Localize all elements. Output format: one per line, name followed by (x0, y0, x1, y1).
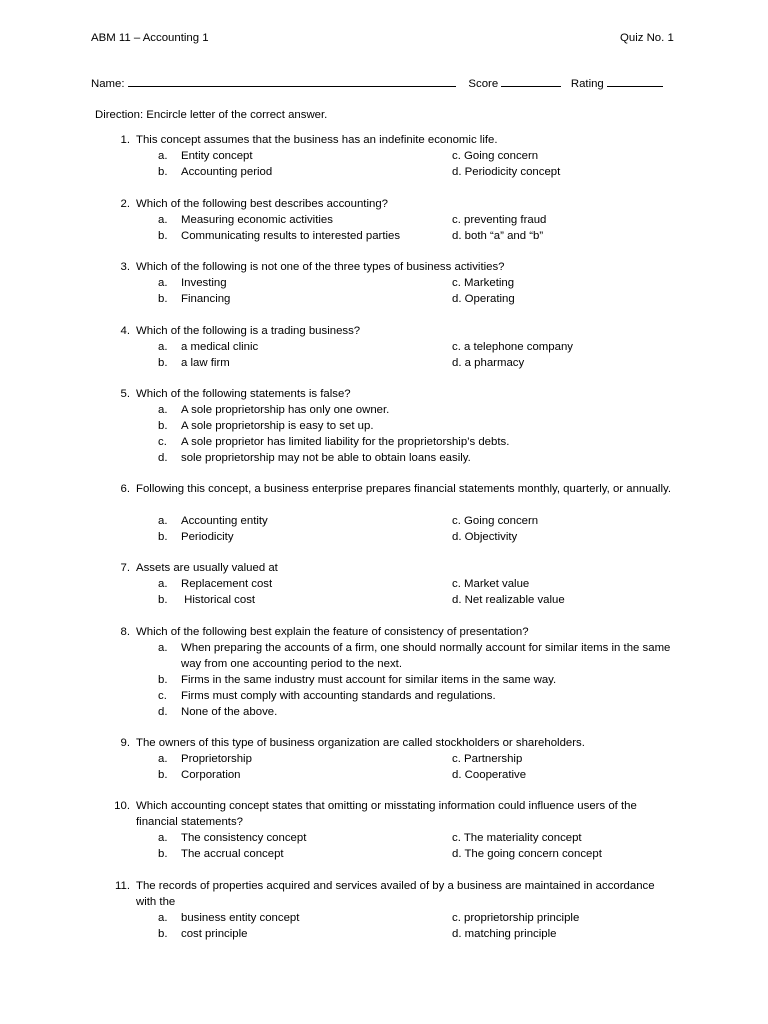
question-number: 3. (120, 261, 130, 273)
direction-text: Direction: Encircle letter of the correct answer. (95, 109, 328, 121)
score-label: Score (468, 78, 499, 90)
question-text: Which of the following statements is false? (136, 388, 351, 400)
question-text: Which of the following best explain the feature of consistency of presentation? (136, 626, 529, 638)
question-number: 2. (120, 198, 130, 210)
question-number: 1. (120, 134, 130, 146)
question-text: The owners of this type of business organization are called stockholders or shareholders. (136, 737, 585, 749)
question-number: 4. (120, 325, 130, 337)
question-text: This concept assumes that the business has an indefinite economic life. (136, 134, 498, 146)
quiz-number: Quiz No. 1 (620, 32, 674, 44)
question-text: Which accounting concept states that omitting or misstating information could influence users of the financial statements? (136, 800, 637, 828)
quiz-page: ABM 11 – Accounting 1 Quiz No. 1 Name: Score Rating Direction: Encircle letter of the correct answer. 1. This concept assumes that the business has an indefinite economic life. a. Entity concept b. Accounting period c. Going concern d. Periodicity concept 2. Which of the following best describes accounting? a. Measuring economic activities b. Communicating results to interested parties c. preventing fraud d. both “a” and “b” 3. Which of the following is not one of the three types of business activities? a. Investing b. Financing c. Marketing d. Operating 4. Which of the following is a trading business? a. a medical clinic b. a law firm c. a telephone company d. a pharmacy 5. Which of the following statements is false? a. A sole proprietorship has only one owner. b. A sole proprietorship is easy to set up. c. A sole proprietor has limited liability for the proprietorship’s debts. d. sole proprietorship may not be able to obtain loans easily. 6. Following this concept, a business enterprise prepares financial statements monthly, quarterly, or annually. a. Accounting entity b. Periodicity c. Going concern d. Objectivity 7. Assets are usually valued at a. Replacement cost b. Historical cost c. Market value d. Net realizable value 8. Which of the following best explain the feature of consistency of presentation? a. When preparing the accounts of a firm, one should normally account for similar items in the same way from one accounting period to the next. b. Firms in the same industry must account for similar items in the same way. c. Firms must comply with accounting standards and regulations. d. None of the above. 9. The owners of this type of business organization are called stockholders or shareholders. a. Proprietorship b. Corporation c. Partnership d. Cooperative 10. Which accounting concept states that omitting or misstating information could influence users of the financial statements? a. The consistency concept b. The accrual concept c. The materiality concept d. The going concern concept 11. The records of properties acquired and services availed of by a business are maintained in accordance with the a. business entity concept b. cost principle c. proprietorship principle d. matching principle (0, 0, 768, 1024)
question-number: 6. (120, 483, 130, 495)
rating-blank[interactable] (607, 75, 663, 87)
question-number: 11. (115, 880, 130, 892)
question-text: The records of properties acquired and services availed of by a business are maintained in accordance with the (136, 880, 655, 908)
question-number: 5. (120, 388, 130, 400)
name-blank[interactable] (128, 75, 456, 87)
student-info-bar (91, 75, 663, 93)
question-text: Following this concept, a business enterprise prepares financial statements monthly, quarterly, or annually. (136, 483, 671, 495)
question-number: 10. (114, 800, 130, 812)
question-text: Assets are usually valued at (136, 562, 278, 574)
rating-label: Rating (570, 78, 604, 90)
score-blank[interactable] (501, 75, 561, 87)
question-number: 9. (120, 737, 130, 749)
question-number: 8. (120, 626, 130, 638)
name-label: Name: (91, 78, 125, 90)
question-text: Which of the following is not one of the three types of business activities? (136, 261, 505, 273)
question-text: Which of the following is a trading business? (136, 325, 361, 337)
question-number: 7. (120, 562, 130, 574)
course-title: ABM 11 – Accounting 1 (91, 32, 209, 44)
question-text: Which of the following best describes accounting? (136, 198, 389, 210)
